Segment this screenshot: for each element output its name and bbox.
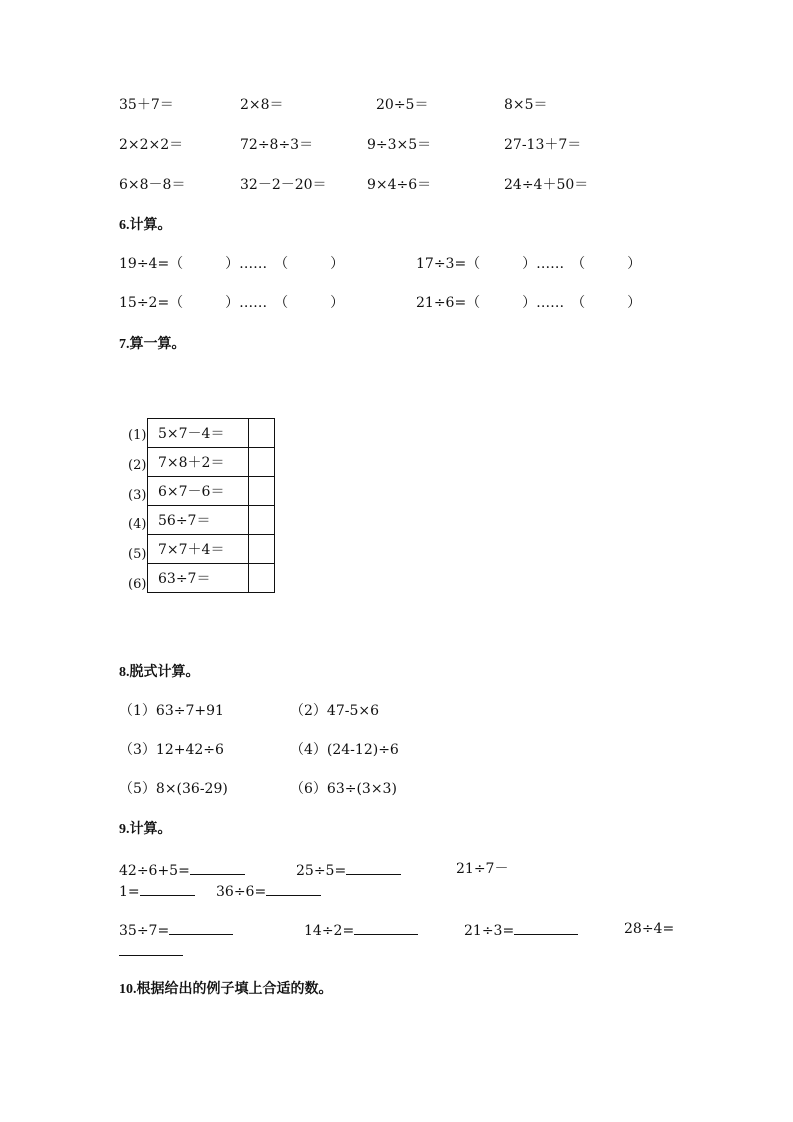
q7-label: (4) (128, 517, 147, 532)
answer-blank[interactable] (169, 920, 233, 935)
q9-item: 28÷4= (624, 921, 675, 937)
q8-item: （2）47-5×6 (290, 703, 379, 719)
q7-expression: 63÷7＝ (148, 564, 249, 593)
q8-item: （6）63÷(3×3) (290, 781, 397, 797)
q7-expression: 7×8＋2＝ (148, 448, 249, 477)
answer-blank[interactable] (140, 881, 195, 896)
q9-item: 21÷3= (464, 920, 578, 940)
q9-item: 21÷7－ (456, 861, 509, 877)
q10-heading: 10.根据给出的例子填上合适的数。 (119, 981, 333, 997)
q5-expr: 9÷3×5＝ (367, 137, 432, 153)
q7-label: (3) (128, 488, 147, 503)
q9-item: 1= (119, 881, 195, 901)
q5-expr: 20÷5＝ (376, 97, 429, 113)
q9-item: 14÷2= (304, 920, 418, 940)
table-row (148, 477, 275, 506)
table-row (148, 535, 275, 564)
q7-answer-box[interactable] (249, 535, 275, 564)
table-row (148, 564, 275, 593)
q5-expr: 32－2－20＝ (240, 177, 327, 193)
answer-blank[interactable] (119, 941, 183, 956)
q7-label: (1) (128, 428, 147, 443)
q5-expr: 2×2×2＝ (119, 137, 184, 153)
q8-heading: 8.脱式计算。 (119, 664, 200, 680)
answer-blank[interactable] (346, 860, 401, 875)
answer-blank[interactable] (514, 920, 578, 935)
q9-item: 36÷6= (216, 881, 321, 901)
q5-expr: 2×8＝ (240, 97, 284, 113)
q7-answer-box[interactable] (249, 477, 275, 506)
q6-item: 17÷3=（ ）…… （ ） (416, 256, 642, 272)
q5-expr: 35＋7＝ (119, 97, 174, 113)
q8-item: （3）12+42÷6 (119, 742, 224, 758)
q7-expression: 5×7－4＝ (148, 419, 249, 448)
answer-blank[interactable] (190, 860, 245, 875)
q7-label: (6) (128, 577, 147, 592)
q7-expression: 7×7＋4＝ (148, 535, 249, 564)
answer-blank[interactable] (266, 881, 321, 896)
q8-item: （1）63÷7+91 (119, 703, 224, 719)
q9-item: 42÷6+5= (119, 860, 245, 880)
answer-blank[interactable] (354, 920, 418, 935)
q5-expr: 24÷4＋50＝ (504, 177, 589, 193)
q7-expression: 56÷7＝ (148, 506, 249, 535)
q5-expr: 72÷8÷3＝ (240, 137, 314, 153)
q9-item: 25÷5= (296, 860, 401, 880)
q7-label: (2) (128, 458, 147, 473)
q6-item: 15÷2=（ ）…… （ ） (119, 295, 345, 311)
q8-item: （5）8×(36-29) (119, 781, 228, 797)
q7-answer-box[interactable] (249, 564, 275, 593)
q5-expr: 6×8－8＝ (119, 177, 186, 193)
q8-item: （4）(24-12)÷6 (290, 742, 399, 758)
q7-answer-box[interactable] (249, 506, 275, 535)
q7-answer-box[interactable] (249, 448, 275, 477)
q7-table (147, 418, 275, 593)
q7-label: (5) (128, 547, 147, 562)
table-row (148, 506, 275, 535)
q5-expr: 27-13＋7＝ (504, 137, 582, 153)
q5-expr: 8×5＝ (504, 97, 548, 113)
q5-expr: 9×4÷6＝ (367, 177, 432, 193)
q7-answer-box[interactable] (249, 419, 275, 448)
table-row (148, 448, 275, 477)
q6-item: 21÷6=（ ）…… （ ） (416, 295, 642, 311)
q6-heading: 6.计算。 (119, 217, 172, 233)
table-row (148, 419, 275, 448)
q9-heading: 9.计算。 (119, 821, 172, 837)
q7-expression: 6×7－6＝ (148, 477, 249, 506)
q9-item: 35÷7= (119, 920, 233, 940)
q6-item: 19÷4=（ ）…… （ ） (119, 256, 345, 272)
q7-heading: 7.算一算。 (119, 336, 186, 352)
